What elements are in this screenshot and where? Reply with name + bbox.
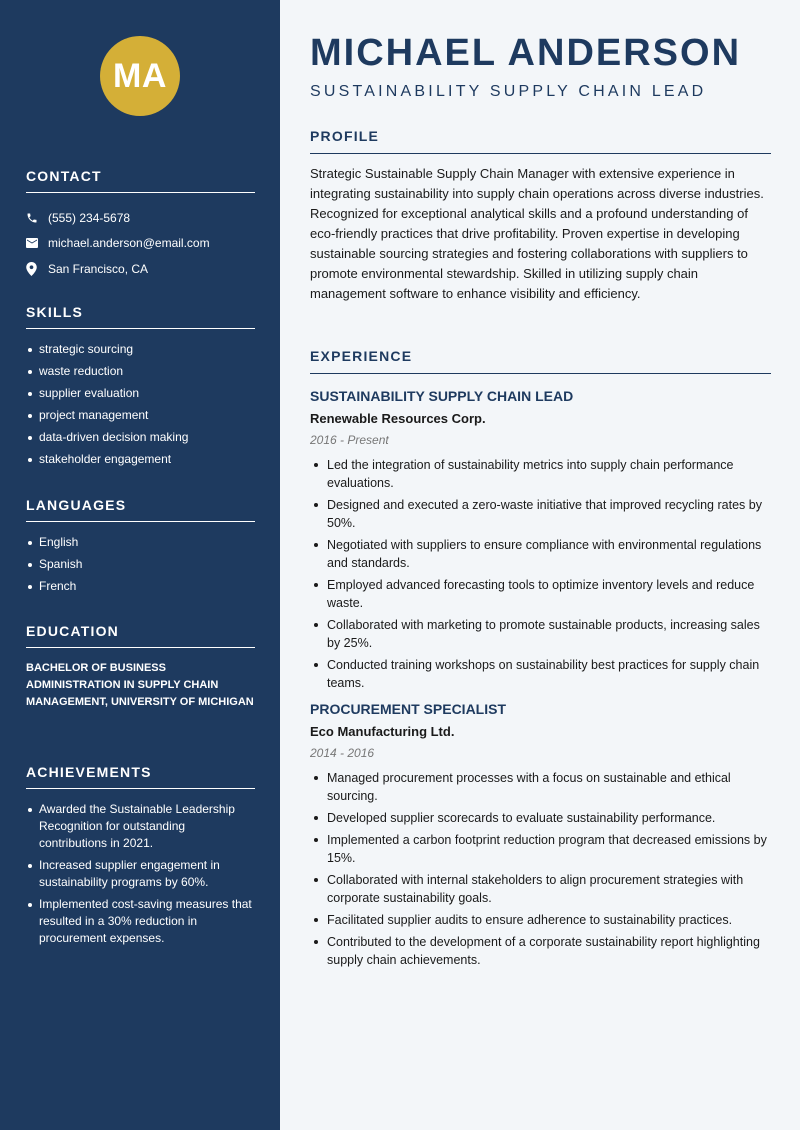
- education-heading: EDUCATION: [26, 623, 255, 648]
- job-bullets: [310, 456, 771, 692]
- job-bullet: Developed supplier scorecards to evaluate sustainability performance.: [310, 809, 771, 827]
- achievements-section: [26, 764, 255, 952]
- achievements-list: [26, 801, 255, 947]
- contact-email-text: michael.anderson@email.com: [48, 236, 210, 251]
- job-company: Eco Manufacturing Ltd.: [310, 724, 455, 739]
- job-dates: 2016 - Present: [310, 433, 389, 447]
- job-bullet: Negotiated with suppliers to ensure compliance with environmental regulations and standards.: [310, 536, 771, 572]
- education-degree: BACHELOR OF BUSINESS ADMINISTRATION IN SUPPLY CHAIN MANAGEMENT, UNIVERSITY OF MICHIGAN: [26, 662, 254, 708]
- achievement-item: Increased supplier engagement in sustainability programs by 60%.: [26, 857, 255, 891]
- job-title: PROCUREMENT SPECIALIST: [310, 701, 507, 717]
- job-bullet: Collaborated with marketing to promote sustainable products, increasing sales by 25%.: [310, 616, 771, 652]
- education-section: [26, 623, 255, 711]
- job-bullet: Managed procurement processes with a focus on sustainable and ethical sourcing.: [310, 769, 771, 805]
- contact-location-text: San Francisco, CA: [48, 261, 149, 276]
- job-bullet: Designed and executed a zero-waste initiative that improved recycling rates by 50%.: [310, 496, 771, 532]
- skill-item: stakeholder engagement: [26, 451, 255, 468]
- achievements-heading: ACHIEVEMENTS: [26, 764, 255, 789]
- skill-item: project management: [26, 407, 255, 424]
- contact-location: [26, 256, 255, 282]
- job-title: SUSTAINABILITY SUPPLY CHAIN LEAD: [310, 388, 574, 404]
- candidate-title: SUSTAINABILITY SUPPLY CHAIN LEAD: [310, 83, 707, 100]
- experience-heading: EXPERIENCE: [310, 348, 771, 374]
- job-bullet: Implemented a carbon footprint reduction program that decreased emissions by 15%.: [310, 831, 771, 867]
- profile-section: [310, 128, 771, 304]
- contact-phone: [26, 205, 255, 231]
- contact-section: [26, 168, 255, 282]
- job-bullet: Employed advanced forecasting tools to optimize inventory levels and reduce waste.: [310, 576, 771, 612]
- languages-heading: LANGUAGES: [26, 497, 255, 522]
- job-company: Renewable Resources Corp.: [310, 411, 486, 426]
- skill-item: strategic sourcing: [26, 341, 255, 358]
- skill-item: waste reduction: [26, 363, 255, 380]
- job-bullet: Collaborated with internal stakeholders to align procurement strategies with corporate sustainability goals.: [310, 871, 771, 907]
- languages-section: [26, 497, 255, 600]
- language-item: French: [26, 578, 255, 595]
- job-entry: [310, 701, 771, 969]
- skills-list: [26, 341, 255, 468]
- job-entry: [310, 388, 771, 692]
- job-bullet: Conducted training workshops on sustainability best practices for supply chain teams.: [310, 656, 771, 692]
- job-dates: 2014 - 2016: [310, 746, 375, 760]
- location-pin-icon: [26, 262, 48, 276]
- candidate-name: MICHAEL ANDERSON: [310, 32, 742, 74]
- achievement-item: Awarded the Sustainable Leadership Recognition for outstanding contributions in 2021.: [26, 801, 255, 852]
- skills-heading: SKILLS: [26, 304, 255, 329]
- language-item: English: [26, 534, 255, 551]
- contact-email: [26, 231, 255, 257]
- language-item: Spanish: [26, 556, 255, 573]
- skill-item: data-driven decision making: [26, 429, 255, 446]
- skills-section: [26, 304, 255, 473]
- job-bullets: [310, 769, 771, 969]
- skill-item: supplier evaluation: [26, 385, 255, 402]
- phone-icon: [26, 212, 48, 224]
- languages-list: [26, 534, 255, 595]
- sidebar: [0, 0, 280, 1130]
- job-bullet: Led the integration of sustainability metrics into supply chain performance evaluations.: [310, 456, 771, 492]
- email-icon: [26, 238, 48, 248]
- achievement-item: Implemented cost-saving measures that resulted in a 30% reduction in procurement expenses.: [26, 896, 255, 947]
- avatar: MA: [100, 36, 180, 116]
- job-bullet: Contributed to the development of a corporate sustainability report highlighting supply chain achievements.: [310, 933, 771, 969]
- profile-heading: PROFILE: [310, 128, 771, 154]
- job-bullet: Facilitated supplier audits to ensure adherence to sustainability practices.: [310, 911, 771, 929]
- contact-phone-text: (555) 234-5678: [48, 210, 131, 225]
- contact-heading: CONTACT: [26, 168, 255, 193]
- profile-text: Strategic Sustainable Supply Chain Manager with extensive experience in integrating sustainability into supply chain operations across diverse industries. Recognized for exceptional analytical skills and a profound understanding of eco-friendly practices that drive profitability. Proven expertise in developing sustainable sourcing strategies and fostering collaborations with suppliers to promote environmental stewardship. Skilled in utilizing supply chain management software to enhance visibility and efficiency.: [310, 166, 764, 301]
- experience-section: [310, 348, 771, 973]
